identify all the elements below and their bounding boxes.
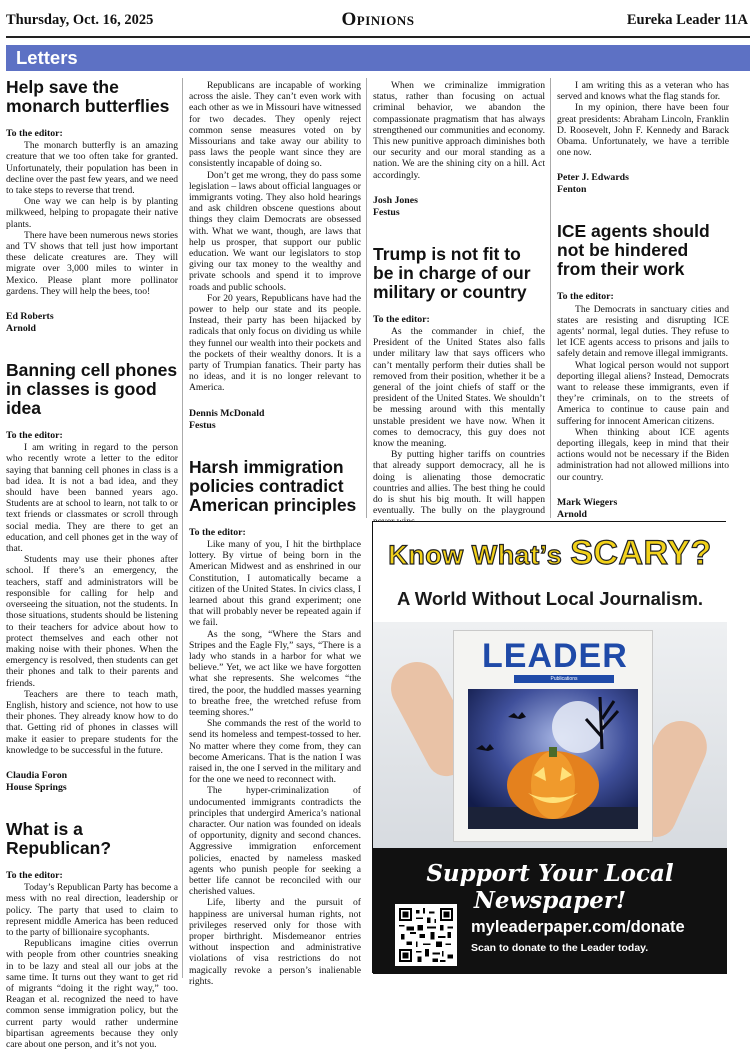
column-rule (550, 78, 551, 518)
newspaper (453, 630, 653, 842)
signature (6, 770, 178, 794)
headline: Harsh immigration policies contradict American principles (189, 456, 357, 515)
masthead (6, 8, 750, 32)
issue-date: Thursday, Oct. 16, 2025 (6, 12, 154, 28)
paragraph: Like many of you, I hit the birthplace lottery. By virtue of being born in the American Midwest and as enshrined in our Constitution, I automatically became a citizen of the United States. In civics class, I learned about this grand experiment; one that will probably never be repeated again if we fail. (189, 538, 361, 629)
author-town: Festus (373, 206, 400, 218)
paragraph: For 20 years, Republicans have had the power to help our state and its people. Instead, their party has been hijacked by radicals that only focus on dividing us while they funnel our wealth into their pockets and the pockets of their wealthy donors. It is a party of Trumpian fanatics. Their party has no ideas, and it is no longer relevant to America. (189, 292, 361, 394)
ad-support-text: Support Your Local Newspaper! (426, 860, 674, 914)
paragraph: The Democrats in sanctuary cities and states are resisting and disrupting ICE agents’ normal, legal duties. They refuse to let ICE agents access to prisons and jails to safely detain and remove illegal immigrants. (557, 303, 729, 360)
paragraph: The hyper-criminalization of undocumented immigrants contradicts the principles that undergird America’s national character. Our nation was founded on ideals of opportunity, dignity and second chances. Aggressive immigration enforcement policies, enacted by nameless masked agents who punish people for seeking a better life cannot be reconciled with our cherished values. (189, 785, 361, 898)
paragraph: When we criminalize immigration status, rather than focusing on actual criminal behavior, we abandon the compassionate pragmatism that has always strengthened our communities and economy. This new punitive approach diminishes both our security and our moral standing as a nation. We are the shining city on a hill. Act accordingly. (373, 80, 545, 181)
salutation: To the editor: (6, 430, 63, 442)
author-name: Dennis McDonald (189, 407, 265, 419)
paragraph: The monarch butterfly is an amazing creature that we too often take for granted. Unfortunately, their population has been in decline over the past few years, and we need to take steps to reverse that trend. (6, 140, 178, 197)
paragraph: I am writing in regard to the person who recently wrote a letter to the editor saying that banning cell phones in class is a bad idea. It is not a bad idea, and they should have been banned years ago. Students are at school to learn, not talk to or text friends or classmates or scroll through social media. They are there to get an education, and cell phones get in the way of that. (6, 442, 178, 555)
letters-banner (6, 45, 750, 71)
salutation: To the editor: (6, 128, 63, 139)
column-rule (366, 78, 367, 518)
paragraph: As the song, “Where the Stars and Stripes and the Eagle Fly,” says, “There is a lady who stands in a harbor for what we believe.” Yet, we act like we have forgotten what she represents. She welcomes “the tired, the poor, the huddled masses yearning to breathe free, the wretched refuse from teeming shores.” (189, 628, 361, 718)
salutation: To the editor: (6, 869, 63, 881)
ad-bottom-panel (373, 848, 727, 974)
signature (373, 195, 545, 219)
paragraph: Life, liberty and the pursuit of happiness are universal human rights, not privileges reserved only for those with proper birthright. Misdemeanor entries without inspection and administrative violations of visa restrictions do not magically revoke a person’s inalienable rights. (189, 897, 361, 987)
publication-name (627, 12, 748, 29)
paragraph: By putting higher tariffs on countries that already support democracy, all he is doing is alienating those democratic countries and allies. The best thing he could do is shut his big mouth. It will happen eventually. The bully on the playground (373, 449, 545, 517)
signature (189, 408, 361, 432)
paragraph: Don’t get me wrong, they do pass some legislation – laws about official languages or immigrants voting. They also hold hearings and ask children obscene questions about things they claim Democrats are obsessed with. What we want, though, are laws that help us prosper, that support our public education. We want our legislators to stop giving our tax money to the wealthy and private schools and spend it to improve roads and public schools. (189, 169, 361, 293)
signature (557, 172, 729, 196)
author-name: Peter J. Edwards (557, 172, 629, 184)
paragraph: There have been numerous news stories and TV shows that tell just how important these delicate creatures are. They will migrate over 3,000 miles to winter in Mexico. Please plant more pollinator gardens. They will help the bees, too! (6, 229, 178, 297)
paragraph: Republicans imagine cities overrun with people from other countries sneaking in to be lazy and steal all our jobs at the same time. It turns out they want to get rid of migrants “doing it the right way,” too. Reagan et al. recognized the need to have common sense immigration policy, but the current party would rather undermine bipartisan agreements because they only care about one person, and it’s not you. (6, 938, 178, 1050)
author-town: Arnold (6, 323, 36, 335)
author-town: House Springs (6, 781, 67, 793)
paragraph: Today’s Republican Party has become a mess with no real direction, leadership or policy. The party that used to claim to represent middle America has been reduced to the party of billionaire sycophants. (6, 882, 178, 938)
donate-link[interactable]: myleaderpaper.com/donate (471, 918, 685, 936)
pumpkin-scene-icon (468, 689, 638, 829)
column-rule (182, 78, 183, 978)
ad-newspaper-photo (373, 622, 727, 848)
paragraph: As the commander in chief, the President of the United States also falls under military law that says officers who can’t mentally perform their duties shall be removed from their position, whether it be a general of the joint chiefs of staff or the president of the United States. We shouldn’t be messing around with this mentally unstable president we have now. When it comes to democracy, this guy does not know the meaning. (373, 326, 545, 450)
paragraph: Students may use their phones after school. If there’s an emergency, the teachers, staff and administrators will be responsible for calling for help and overseeing the situation, not the students. In those situations, students should be listening to their teachers for advice about how to protect themselves and each other not making noise with their phones. When the emergency is resolved, then students can get their phones and talk to their parents and friends. (6, 554, 178, 689)
paragraph: She commands the rest of the world to send its homeless and tempest-tossed to her. No matter where they come from, they can become Americans. That is the nation I was raised in, the one I served in the military and for the one we need to reconnect with. (189, 718, 361, 786)
donation-ad[interactable] (372, 521, 726, 973)
author-town: Arnold (557, 508, 587, 520)
column-1 (6, 77, 178, 1050)
paragraph: What logical person would not support deporting illegal aliens? Instead, Democrats want to release these immigrants, even if they’re criminals, on to the streets of America to continue to cause pain and suffering for innocent American citizens. (557, 359, 729, 427)
publication-title: Eureka Leader (626, 12, 721, 28)
author-name: Josh Jones (373, 194, 418, 206)
signature (557, 497, 729, 521)
author-name: Ed Roberts (6, 311, 54, 323)
ad-headline-part: Know What’s (388, 540, 563, 570)
leader-logo-sub: Publications (514, 675, 614, 683)
page-number: 11A (723, 12, 748, 28)
paragraph: Teachers are there to teach math, English, history and science, not how to use their phones. They already know how to do that. Getting rid of phones in classes will make it easier to prepare students for the knowledge to be successful in the future. (6, 688, 178, 756)
headline: What is a Republican? (6, 818, 112, 858)
leader-logo: LEADER (482, 637, 628, 675)
masthead-rule (6, 36, 750, 38)
ad-scan-text: Scan to donate to the Leader today. (471, 942, 649, 954)
paragraph: When thinking about ICE agents deporting illegals, keep in mind that their actions would not be necessary if the Biden administration had not allowed millions into our country. (557, 426, 729, 483)
author-town: Fenton (557, 184, 587, 196)
author-name: Mark Wiegers (557, 496, 618, 508)
banner-label: Letters (16, 47, 78, 68)
paragraph: In my opinion, there have been four great presidents: Abraham Lincoln, Franklin D. Roosevelt, John F. Kennedy and Barack Obama. Unfortunately, we have a terrible one now. (557, 102, 729, 159)
salutation: To the editor: (557, 291, 614, 303)
headline: Banning cell phones in classes is good idea (6, 360, 178, 419)
column-2 (189, 80, 361, 987)
section-title: Opinions (341, 9, 415, 30)
column-4 (557, 80, 729, 520)
paragraph: I am writing this as a veteran who has served and knows what the flag stands for. (557, 80, 729, 103)
qr-code-icon[interactable] (395, 904, 457, 966)
column-3 (373, 80, 545, 516)
paragraph: One way we can help is by planting milkweed, helping to propagate their native plants. (6, 196, 178, 230)
salutation: To the editor: (373, 313, 430, 325)
author-name: Claudia Foron (6, 769, 68, 781)
author-town: Festus (189, 419, 216, 431)
ad-scary-headline (373, 534, 727, 573)
paragraph: Republicans are incapable of working across the aisle. They can’t even work with each other as we in Missouri have witnessed for two decades. They openly reject common sense measures voted on by Missourians and take away our ability to pass laws the people want since they are consistently incapable of doing so. (189, 80, 361, 170)
signature (6, 311, 178, 335)
headline: Trump is not fit to be in charge of our military or country (373, 243, 531, 302)
ad-headline-scary: SCARY? (570, 534, 712, 572)
headline: Help save the monarch butterflies (6, 77, 170, 116)
ad-subheadline: A World Without Local Journalism. (396, 588, 704, 609)
headline: ICE agents should not be hindered from their work (557, 221, 710, 280)
salutation: To the editor: (189, 526, 246, 538)
